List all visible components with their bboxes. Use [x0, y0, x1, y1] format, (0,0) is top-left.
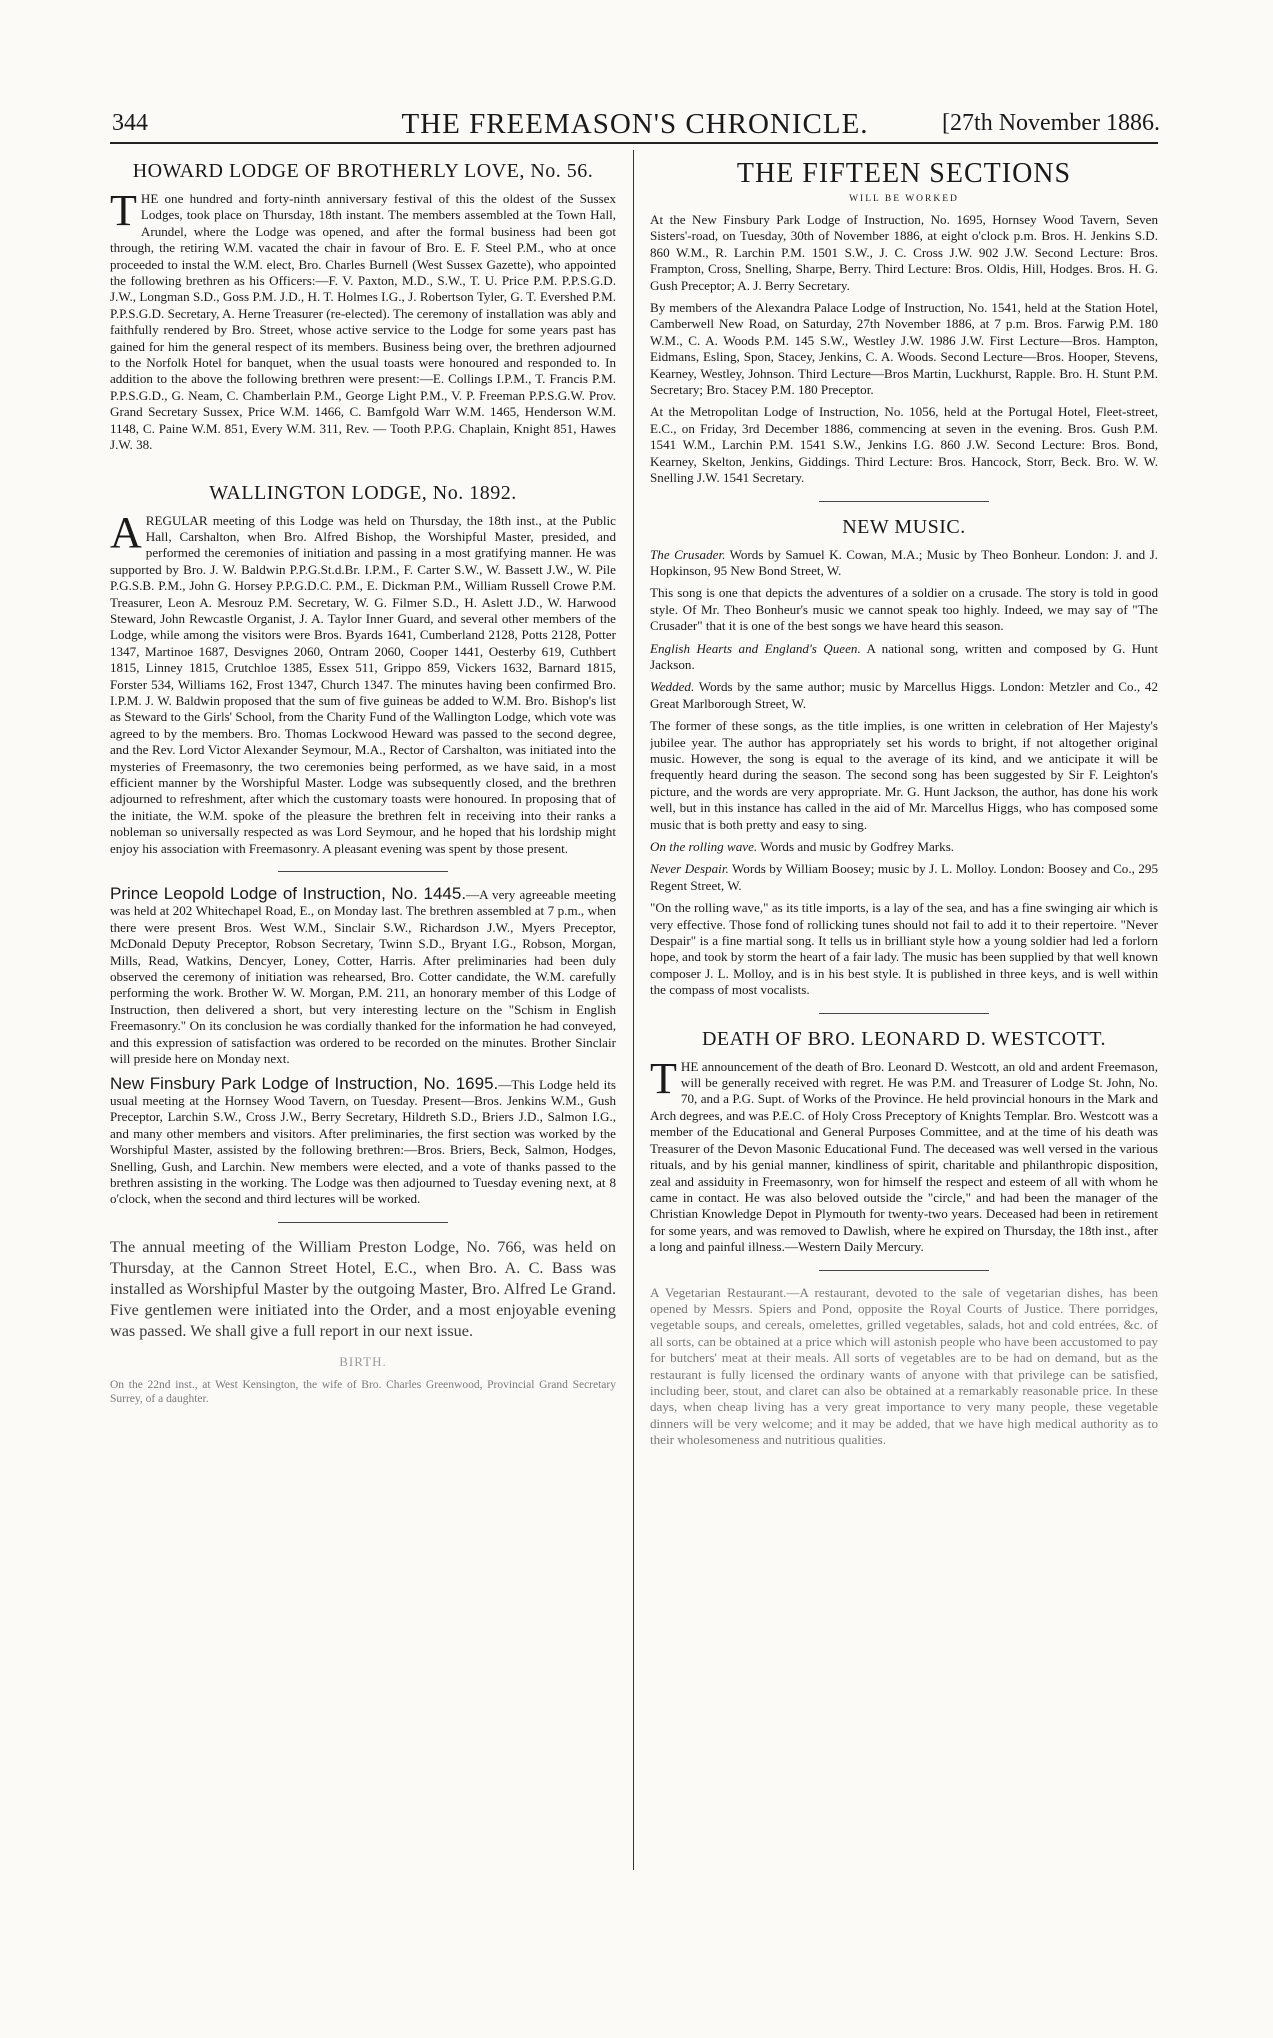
song-title: On the rolling wave. — [650, 839, 758, 854]
song-title: Wedded. — [650, 679, 695, 695]
article-body — [110, 186, 616, 454]
article-subheading: WILL BE WORKED — [849, 194, 959, 204]
masthead-rule — [110, 142, 1158, 144]
article-prince-leopold — [110, 886, 616, 1067]
article-william-preston — [110, 1237, 616, 1342]
article-fifteen-sections — [650, 158, 1158, 487]
song-credit: Words and music by Godfrey Marks. — [760, 839, 955, 854]
article-wallington-lodge — [110, 482, 616, 858]
article-vegetarian-restaurant — [650, 1285, 1158, 1449]
article-heading: THE FIFTEEN SECTIONS — [736, 158, 1072, 189]
article-text: —A very agreeable meeting was held at 202 Whitechapel Road, E., on Monday last. The brethren assembled at 7 p.m., when there were present Bros. West W.M., Sinclair S.W., Richardson J.W., Myers Preceptor, McDonald Deputy Preceptor, Robson Secretary, Twinn S.D., Bryant I.G., Robson, Morgan, Mills, Read, Watkins, Dencyer, Loney, Cotter, Harris. After preliminaries had been duly observed the ceremony of initiation was rehearsed, Bro. Cotter candidate, the W.M. carefully performing the work. Brother W. W. Morgan, P.M. 211, an honorary member of this Lodge of Instruction, then delivered a short, but very interesting lecture on the "Schism in English Freemasonry." On its conclusion he was cordially thanked for the information he had conveyed, and this expression of satisfaction was ordered to be recorded on the minutes. Brother Sinclair will preside here on Monday next. — [110, 887, 616, 1067]
article-text: HE one hundred and forty-ninth anniversary festival of this the oldest of the Sussex Lodges, took place on Thursday, 18th instant. The members assembled at the Town Hall, Arundel, where the Lodge was opened, and after the formal business had been got through, the retiring W.M. vacated the chair in favour of Bro. E. F. Steel P.M., who at once proceeded to instal the W.M. elect, Bro. Charles Burnell (West Sussex Gazette), who appointed the following brethren as his Officers:—F. V. Paxton, M.D., S.W., T. U. Price P.M. P.P.S.G.D. J.W., Longman S.D., Goss P.M. J.D., H. T. Holmes I.G., J. Robertson Tyler, G. T. Evershed P.M. P.P.S.G.D. Secretary, A. Herne Treasurer (re-elected). The ceremony of installation was ably and faithfully rendered by Bro. Street, whose active service to the Lodge for some years past has gained for him the general respect of its members. Business being over, the brethren adjourned to the Norfolk Hotel for banquet, when the usual toasts were honoured and responded to. In addition to the above the following brethren were present:—E. Collings I.P.M., T. Francis P.M. P.P.S.G.D., G. Neam, C. Chamberlain P.M., George Light P.M., V. P. Freeman P.P.S.G.W. Prov. Grand Secretary Sussex, Price W.M. 1466, C. Bamfgold Warr W.M. 1465, Henderson W.M. 1148, C. Paine W.M. 851, Every W.M. 311, Rev. — Tooth P.P.G. Chaplain, Knight 851, Hawes J.W. 38. — [110, 191, 616, 453]
article-heading: DEATH OF BRO. LEONARD D. WESTCOTT. — [701, 1027, 1107, 1050]
music-entry — [650, 679, 1158, 712]
separator-rule — [278, 871, 448, 872]
right-column — [650, 150, 1158, 1870]
song-credit: Words by the same author; music by Marcellus Higgs. London: Metzler and Co., 42 Great Marlborough Street, W. — [650, 679, 1158, 711]
drop-cap: T — [110, 186, 137, 235]
review-text: "On the rolling wave," as its title imports, is a lay of the sea, and has a fine swinging air which is very effective. Those fond of rollicking tunes should not fail to add it to their repertoire. "Never Despair" is a fine martial song. It tells us in brilliant style how a young soldier had led a forlorn hope, and took by storm the heart of a fair lady. The music has been supplied by that well known composer J. L. Molloy, and is in his best style. It is published in three keys, and is well within the compass of most vocalists. — [650, 900, 1158, 998]
song-credit: Words by William Boosey; music by J. L. Molloy. London: Boosey and Co., 295 Regent Street, W. — [650, 861, 1158, 893]
music-entry — [650, 641, 1158, 674]
article-body — [110, 1073, 616, 1208]
article-body — [650, 1053, 1158, 1256]
article-title: New Finsbury Park Lodge of Instruction, No. 1695. — [110, 1073, 499, 1093]
article-text: REGULAR meeting of this Lodge was held on Thursday, the 18th inst., at the Public Hall, Carshalton, when Bro. Alfred Bishop, the Worshipful Master, presided, and performed the ceremonies of initiation and passing in a most gratifying manner. He was supported by Bro. J. W. Baldwin P.P.G.St.d.Br. I.P.M., F. Carter S.W., W. Bassett J.W., W. Pile P.G.S.B. P.M., John G. Horsey P.P.G.D.C. P.M., E. Dickman P.M., William Russell Crowe P.M. Treasurer, Leon A. Mesrouz P.M. Secretary, W. G. Filmer S.D., H. Aslett J.D., W. Harwood Steward, John Rewcastle Organist, J. A. Taylor Inner Guard, and several other members of the Lodge, while among the visitors were Bros. Byards 1641, Cumberland 2128, Potts 2128, Potter 1347, Martinoe 1687, Desvignes 2060, Ontram 2060, Cooper 1441, Oesterby 619, Cuthbert 1815, Linney 1815, Crutchloe 1385, Essex 511, Grippo 859, Vickers 1632, Barnard 1815, Forster 534, Williams 162, Frost 1347, Church 1347. The minutes having been confirmed Bro. I.P.M. J. W. Baldwin proposed that the sum of five guineas be added to W.M. Bro. Bishop's list as Steward to the Girls' School, from the Charity Fund of the Wallington Lodge, which vote was agreed to by the members. Bro. Thomas Lockwood Heward was passed to the second degree, and the Rev. Lord Victor Alexander Seymour, M.A., Rector of Carshalton, was initiated into the mysteries of Freemasonry, the two ceremonies being performed, as we have said, in a most efficient manner by the Worshipful Master. Lodge was subsequently closed, and the brethren adjourned to refreshment, after which the customary toasts were honoured. In proposing that of the initiate, the W.M. spoke of the pleasure the brethren felt in receiving into their ranks a nobleman so universally respected as was Lord Seymour, and he hoped that his lordship might enjoy his association with Freemasonry. A pleasant evening was spent by those present. — [110, 512, 616, 856]
separator-rule — [819, 501, 989, 502]
song-credit: A national song, written and composed by G. Hunt Jackson. — [650, 640, 1158, 672]
article-new-finsbury — [110, 1073, 616, 1208]
article-body — [110, 886, 616, 1067]
article-text: —This Lodge held its usual meeting at the Hornsey Wood Tavern, on Tuesday. Present—Bros. Jenkins W.M., Gush Preceptor, Larchin S.W., Cross J.W., Berry Secretary, Hildreth S.D., Briers J.D., Salmon I.G., and many other members and visitors. After preliminaries, the first section was worked by the Worshipful Master, assisted by the following brethren:—Bros. Briers, Beck, Salmon, Hodges, Snelling, Gush, and Larchin. New members were elected, and a vote of thanks passed to the brethren assisting in the working. The Lodge was then adjourned to Tuesday evening next, at 8 o'clock, when the second and third lectures will be worked. — [110, 1076, 616, 1207]
column-divider — [633, 150, 634, 1870]
birth-notice: On the 22nd inst., at West Kensington, the wife of Bro. Charles Greenwood, Provincial Grand Secretary Surrey, of a daughter. — [110, 1378, 616, 1405]
paragraph: By members of the Alexandra Palace Lodge of Instruction, No. 1541, held at the Station Hotel, Camberwell New Road, on Saturday, 27th November 1886, at 7 p.m. Bros. Farwig P.M. 180 W.M., C. A. Woods P.M. 145 S.W., Westley J.W. 1986 J.W. First Lecture—Bros. Hampton, Eidmans, Esling, Spon, Stacey, Jenkins, C. A. Woods. Second Lecture—Bros. Hooper, Stevens, Kearney, Westley, Johnson. Third Lecture—Bros Martin, Luckhurst, Rapple. Bro. H. Stunt P.M. Secretary; Bro. Stacey P.M. 180 Preceptor. — [650, 300, 1158, 398]
newspaper-title: THE FREEMASON'S CHRONICLE. — [401, 108, 869, 140]
song-title: The Crusader. — [650, 546, 726, 562]
review-text: This song is one that depicts the adventures of a soldier on a crusade. The story is told in good style. Of Mr. Theo Bonheur's music we cannot speak too highly. Indeed, we may say of "The Crusader" that it is one of the best songs we have heard this season. — [650, 585, 1158, 634]
article-body: A Vegetarian Restaurant.—A restaurant, devoted to the sale of vegetarian dishes, has been opened by Messrs. Spiers and Pond, opposite the Royal Courts of Justice. There porridges, vegetable soups, and cereals, omelettes, grilled vegetables, salads, hot and cold entrées, &c. of all sorts, can be obtained at a price which will astonish people who have been accustomed to pay for butchers' meat at their meals. All sorts of vegetables are to be had on demand, but as the restaurant is fully licensed the ordinary wants of anyone with that privilege can be satisfied, including beer, stout, and claret can also be obtained at a remarkably reasonable price. In these days, when cheap living has a very great importance to very many people, these vegetable dinners will be very welcome; and it may be added, that we have high medical authority as to their wholesomeness and nutritious qualities. — [650, 1284, 1158, 1448]
music-entry — [650, 547, 1158, 580]
issue-date: [27th November 1886. — [942, 110, 1160, 136]
song-title: Never Despair. — [650, 861, 729, 877]
song-title: English Hearts and England's Queen. — [650, 640, 861, 656]
article-title: Prince Leopold Lodge of Instruction, No. 1445. — [110, 884, 467, 904]
review-text: The former of these songs, as the title implies, is one written in celebration of Her Majesty's jubilee year. The author has appropriately set his words to bright, if not altogether original music. However, the song is equal to the average of its kind, and we anticipate it will be frequently heard during the season. The second song has been suggested by Sir F. Leighton's picture, and the words are very appropriate. Mr. G. Hunt Jackson, the author, has done his work well, but in this instance has called in the aid of Mr. Marcellus Higgs, who has composed some music that is both pretty and easy to sing. — [650, 718, 1158, 832]
left-column — [110, 150, 616, 1870]
article-death-westcott — [650, 1028, 1158, 1256]
article-body: The annual meeting of the William Preston Lodge, No. 766, was held on Thursday, at the Cannon Street Hotel, E.C., when Bro. A. C. Bass was installed as Worshipful Master by the outgoing Master, Bro. Alfred Le Grand. Five gentlemen were initiated into the Order, and a most enjoyable evening was passed. We shall give a full report in our next issue. — [110, 1237, 616, 1340]
paragraph: At the Metropolitan Lodge of Instruction, No. 1056, held at the Portugal Hotel, Fleet-street, E.C., on Friday, 3rd December 1886, commencing at seven in the evening. Bros. Gush P.M. 1541 W.M., Larchin P.M. 1541 S.W., Jenkins I.G. 860 J.W. Second Lecture: Bros. Bond, Kearney, Skelton, Jenkins, Giddings. Third Lecture: Bros. Hancock, Storr, Beck. Bro. W. W. Snelling J.W. 1541 Secretary. — [650, 404, 1158, 486]
separator-rule — [819, 1270, 989, 1271]
page-number: 344 — [112, 110, 148, 136]
music-entry — [650, 839, 1158, 855]
song-credit: Words by Samuel K. Cowan, M.A.; Music by Theo Bonheur. London: J. and J. Hopkinson, 95 New Bond Street, W. — [650, 546, 1158, 578]
separator-rule — [819, 1013, 989, 1014]
drop-cap: A — [110, 507, 142, 557]
music-entry — [650, 861, 1158, 894]
article-heading: HOWARD LODGE OF BROTHERLY LOVE, No. 56. — [132, 160, 594, 182]
article-heading: NEW MUSIC. — [842, 515, 966, 538]
separator-rule — [278, 1222, 448, 1223]
article-howard-lodge — [110, 160, 616, 454]
drop-cap: T — [650, 1053, 677, 1103]
article-new-music — [650, 516, 1158, 999]
article-text: HE announcement of the death of Bro. Leonard D. Westcott, an old and ardent Freemason, will be generally received with regret. He was P.M. and Treasurer of Lodge St. John, No. 70, and a P.G. Supt. of Works of the Province. He held provincial honours in the Mark and Arch degrees, and was P.E.C. of Holy Cross Preceptory of Knights Templar. Bro. Westcott was a member of the Educational and General Purposes Committee, and at the time of his death was Treasurer of the Devon Masonic Educational Fund. The deceased was well versed in the various rituals, and by his genial manner, kindliness of spirit, charitable and philanthropic disposition, zeal and assiduity in Freemasonry, won for himself the respect and esteem of all with whom he came in contact. He was also beloved outside the "circle," and had been the manager of the Christian Knowledge Depot in Plymouth for twenty-two years. Deceased had been in retirement for some years, and was removed to Dawlish, where he expired on Thursday, the 18th inst., after a long and painful illness.—Western Daily Mercury. — [650, 1058, 1158, 1255]
article-heading: WALLINGTON LODGE, No. 1892. — [209, 481, 517, 504]
paragraph: At the New Finsbury Park Lodge of Instruction, No. 1695, Hornsey Wood Tavern, Seven Sisters'-road, on Tuesday, 30th of November 1886, at eight o'clock p.m. Bros. H. Jenkins S.D. 860 W.M., R. Larchin P.M. 1501 S.W., J. C. Cross J.W. 902 J.W. Second Lecture: Bros. Frampton, Cross, Snelling, Sharpe, Berry. Third Lecture: Bros. Oldis, Hill, Hodges. Bros. H. G. Gush Preceptor; A. J. Berry Secretary. — [650, 212, 1158, 293]
masthead — [110, 106, 1160, 142]
birth-heading: BIRTH. — [339, 1353, 387, 1369]
article-body — [110, 507, 616, 858]
